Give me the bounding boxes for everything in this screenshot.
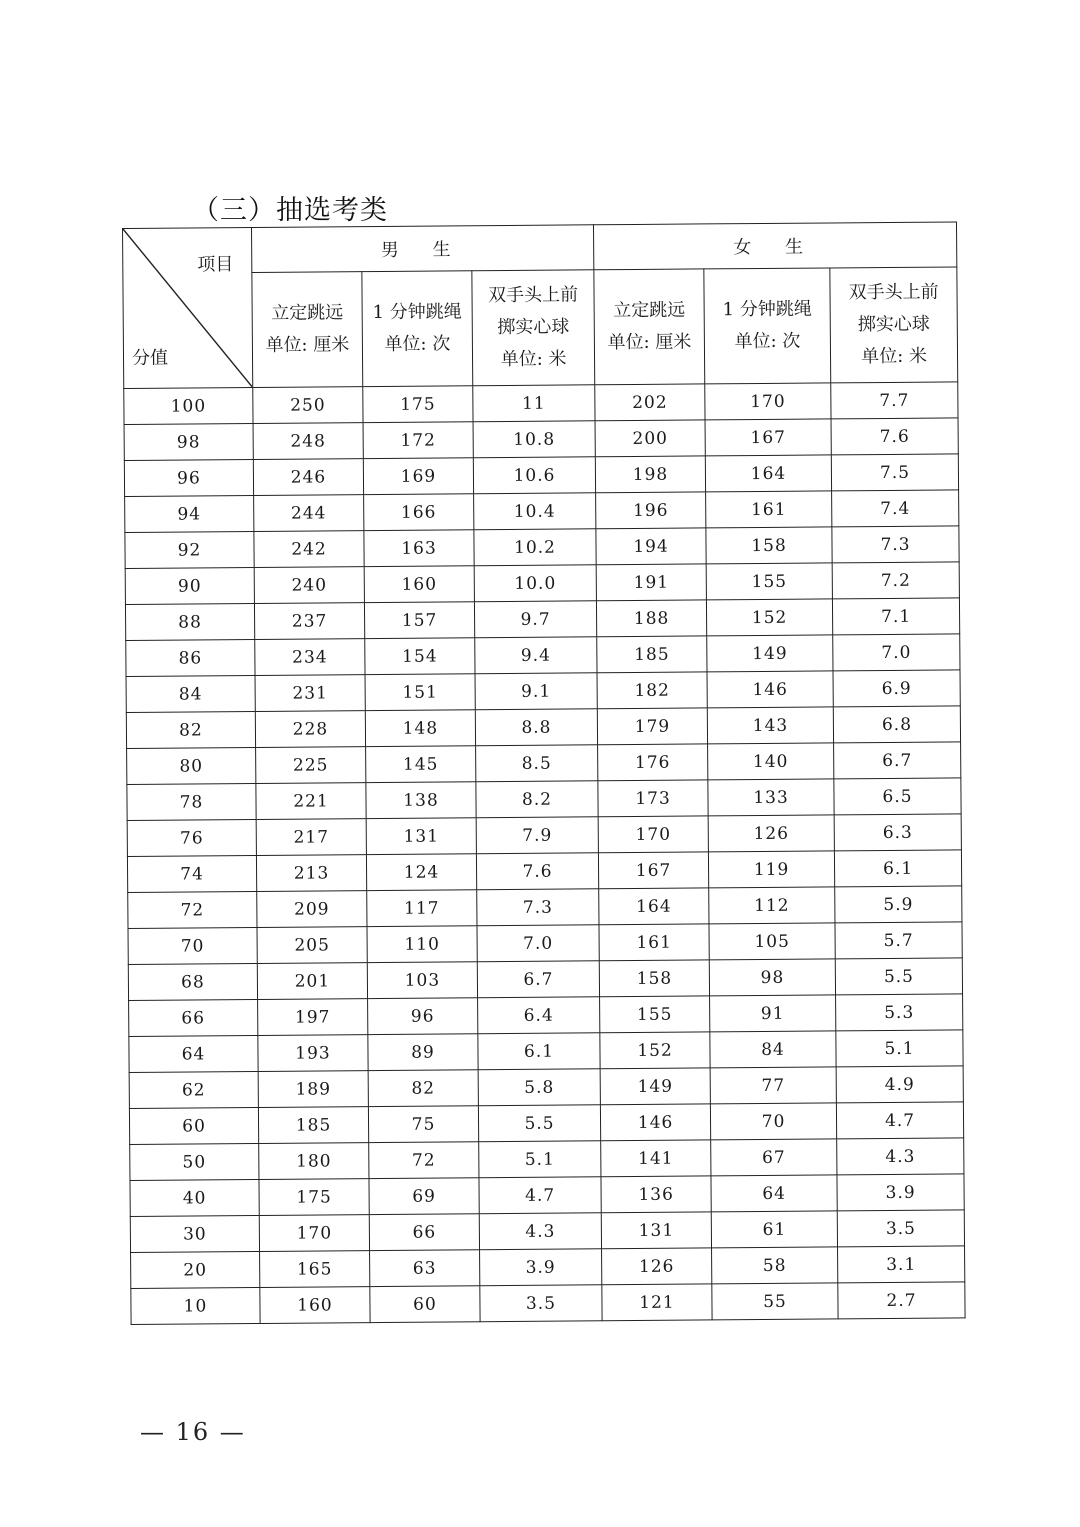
female-standing-long-jump-cell: 188 xyxy=(596,600,706,637)
female-rope-skipping-cell: 143 xyxy=(707,707,833,744)
female-rope-skipping-cell: 167 xyxy=(705,419,831,456)
male-rope-skipping-cell: 154 xyxy=(365,638,475,675)
female-medicine-ball-cell: 7.5 xyxy=(831,454,958,491)
male-rope-skipping-cell: 60 xyxy=(370,1286,480,1323)
female-rope-skipping-cell: 67 xyxy=(711,1139,837,1176)
column-header-line1: 双手头上前 xyxy=(487,284,579,307)
score-value-cell: 90 xyxy=(125,567,254,604)
female-medicine-ball-cell: 3.9 xyxy=(837,1174,964,1211)
male-rope-skipping-cell: 131 xyxy=(366,818,476,855)
male-medicine-ball-cell: 3.5 xyxy=(480,1285,602,1322)
score-value-cell: 78 xyxy=(127,783,256,820)
female-standing-long-jump-cell: 176 xyxy=(598,744,708,781)
score-table-body xyxy=(124,382,965,1325)
male-standing-long-jump-cell: 244 xyxy=(254,495,364,532)
male-medicine-ball-cell: 7.6 xyxy=(476,853,598,890)
female-rope-skipping-cell: 84 xyxy=(710,1031,836,1068)
score-value-cell: 40 xyxy=(130,1179,259,1216)
male-medicine-ball-cell: 8.2 xyxy=(476,781,598,818)
column-header-line1: 立定跳远 xyxy=(613,299,686,322)
female-medicine-ball-cell: 7.6 xyxy=(831,418,958,455)
male-medicine-ball-cell: 6.1 xyxy=(478,1033,600,1070)
male-medicine-ball-cell: 7.0 xyxy=(477,925,599,962)
male-rope-skipping-cell: 117 xyxy=(367,890,477,927)
male-medicine-ball-cell: 10.6 xyxy=(473,457,595,494)
male-standing-long-jump-cell: 185 xyxy=(258,1107,368,1144)
female-medicine-ball-cell: 6.3 xyxy=(834,814,961,851)
female-standing-long-jump-cell: 196 xyxy=(596,492,706,529)
male-standing-long-jump-cell: 231 xyxy=(255,675,365,712)
column-header-line3: 单位: 米 xyxy=(861,345,928,368)
female-medicine-ball-cell: 7.2 xyxy=(832,562,959,599)
column-header-line3: 单位: 米 xyxy=(500,348,567,371)
male-medicine-ball-cell: 8.5 xyxy=(476,745,598,782)
score-value-cell: 10 xyxy=(131,1287,260,1324)
male-standing-long-jump-cell: 213 xyxy=(256,855,366,892)
male-rope-skipping-cell: 169 xyxy=(363,458,473,495)
male-rope-skipping-cell: 157 xyxy=(364,602,474,639)
female-rope-skipping-cell: 119 xyxy=(708,851,834,888)
score-value-cell: 96 xyxy=(124,459,253,496)
female-standing-long-jump-cell: 198 xyxy=(595,456,705,493)
score-value-cell: 80 xyxy=(127,747,256,784)
female-rope-skipping-cell: 64 xyxy=(711,1175,837,1212)
female-standing-long-jump-cell: 182 xyxy=(597,672,707,709)
female-rope-skipping-cell: 170 xyxy=(705,383,831,420)
score-label: 分值 xyxy=(131,347,169,369)
female-rope-skipping-cell: 149 xyxy=(707,635,833,672)
column-header-line2: 单位: 厘米 xyxy=(265,334,350,356)
male-medicine-ball-cell: 7.3 xyxy=(477,889,599,926)
score-value-cell: 68 xyxy=(128,963,257,1000)
female-rope-skipping-cell: 98 xyxy=(709,959,835,996)
score-value-cell: 76 xyxy=(127,819,256,856)
female-standing-long-jump-cell: 152 xyxy=(600,1032,710,1069)
female-rope-skipping-cell: 164 xyxy=(705,455,831,492)
male-rope-skipping-cell: 69 xyxy=(369,1178,479,1215)
female-medicine-ball-cell: 7.4 xyxy=(832,490,959,527)
score-value-cell: 30 xyxy=(130,1215,259,1252)
female-rope-skipping-cell: 155 xyxy=(706,563,832,600)
female-rope-skipping-cell: 61 xyxy=(711,1211,837,1248)
male-standing-long-jump-cell: 240 xyxy=(254,567,364,604)
column-header-line2: 单位: 厘米 xyxy=(607,331,692,354)
male-standing-long-jump-cell: 221 xyxy=(256,783,366,820)
female-medicine-ball-cell: 5.3 xyxy=(836,994,963,1031)
male-rope-skipping-cell: 151 xyxy=(365,674,475,711)
male-medicine-ball-cell: 11 xyxy=(473,385,595,422)
female-rope-skipping-cell: 140 xyxy=(708,743,834,780)
female-medicine-ball-header xyxy=(830,267,958,383)
female-rope-skipping-cell: 58 xyxy=(712,1247,838,1284)
column-header-line1: 双手头上前 xyxy=(848,281,939,304)
score-value-cell: 86 xyxy=(126,639,255,676)
male-standing-long-jump-cell: 237 xyxy=(254,603,364,640)
male-rope-skipping-cell: 163 xyxy=(364,530,474,567)
male-standing-long-jump-header xyxy=(252,272,363,388)
female-medicine-ball-cell: 7.7 xyxy=(831,382,958,419)
male-medicine-ball-cell: 4.7 xyxy=(479,1177,601,1214)
male-rope-skipping-cell: 145 xyxy=(366,746,476,783)
male-standing-long-jump-cell: 189 xyxy=(258,1071,368,1108)
female-standing-long-jump-header xyxy=(594,269,705,385)
column-header-line1: 1 分钟跳绳 xyxy=(372,301,462,324)
female-medicine-ball-cell: 4.3 xyxy=(837,1138,964,1175)
female-medicine-ball-cell: 4.9 xyxy=(836,1066,963,1103)
score-value-cell: 84 xyxy=(126,675,255,712)
male-medicine-ball-cell: 5.5 xyxy=(478,1105,600,1142)
corner-header-cell xyxy=(123,227,253,388)
score-value-cell: 70 xyxy=(128,927,257,964)
male-medicine-ball-cell: 4.3 xyxy=(479,1213,601,1250)
male-medicine-ball-cell: 10.8 xyxy=(473,421,595,458)
female-standing-long-jump-cell: 173 xyxy=(598,780,708,817)
male-standing-long-jump-cell: 175 xyxy=(259,1179,369,1216)
female-standing-long-jump-cell: 141 xyxy=(601,1140,711,1177)
male-rope-skipping-cell: 89 xyxy=(368,1034,478,1071)
female-rope-skipping-cell: 55 xyxy=(712,1283,838,1320)
male-standing-long-jump-cell: 205 xyxy=(257,927,367,964)
male-standing-long-jump-cell: 246 xyxy=(253,459,363,496)
male-medicine-ball-header xyxy=(472,270,595,386)
male-standing-long-jump-cell: 160 xyxy=(260,1287,370,1324)
male-rope-skipping-cell: 110 xyxy=(367,926,477,963)
male-standing-long-jump-cell: 209 xyxy=(257,891,367,928)
score-value-cell: 60 xyxy=(129,1107,258,1144)
male-rope-skipping-cell: 138 xyxy=(366,782,476,819)
male-rope-skipping-cell: 63 xyxy=(370,1250,480,1287)
male-medicine-ball-cell: 10.4 xyxy=(474,493,596,530)
female-medicine-ball-cell: 3.1 xyxy=(838,1246,965,1283)
female-medicine-ball-cell: 6.7 xyxy=(834,742,961,779)
female-group-header: 女 生 xyxy=(594,222,957,270)
male-medicine-ball-cell: 5.1 xyxy=(479,1141,601,1178)
column-header-line2: 单位: 次 xyxy=(384,333,451,355)
male-medicine-ball-cell: 6.7 xyxy=(477,961,599,998)
table-row xyxy=(131,1282,965,1325)
female-rope-skipping-cell: 133 xyxy=(708,779,834,816)
female-standing-long-jump-cell: 131 xyxy=(601,1212,711,1249)
male-medicine-ball-cell: 9.1 xyxy=(475,673,597,710)
male-group-header: 男 生 xyxy=(251,225,593,273)
male-standing-long-jump-cell: 170 xyxy=(259,1215,369,1252)
male-standing-long-jump-cell: 180 xyxy=(259,1143,369,1180)
male-standing-long-jump-cell: 250 xyxy=(253,387,363,424)
male-medicine-ball-cell: 7.9 xyxy=(476,817,598,854)
male-medicine-ball-cell: 9.7 xyxy=(474,601,596,638)
female-medicine-ball-cell: 6.5 xyxy=(834,778,961,815)
male-rope-skipping-cell: 66 xyxy=(369,1214,479,1251)
male-standing-long-jump-cell: 228 xyxy=(255,711,365,748)
female-standing-long-jump-cell: 164 xyxy=(599,888,709,925)
female-medicine-ball-cell: 7.0 xyxy=(833,634,960,671)
female-standing-long-jump-cell: 146 xyxy=(600,1104,710,1141)
female-standing-long-jump-cell: 194 xyxy=(596,528,706,565)
female-medicine-ball-cell: 7.1 xyxy=(832,598,959,635)
male-rope-skipping-cell: 175 xyxy=(363,386,473,423)
male-rope-skipping-header xyxy=(362,271,473,387)
score-value-cell: 98 xyxy=(124,423,253,460)
male-standing-long-jump-cell: 225 xyxy=(256,747,366,784)
female-medicine-ball-cell: 5.1 xyxy=(836,1030,963,1067)
male-standing-long-jump-cell: 197 xyxy=(258,999,368,1036)
male-standing-long-jump-cell: 217 xyxy=(256,819,366,856)
score-value-cell: 88 xyxy=(125,603,254,640)
score-value-cell: 64 xyxy=(129,1035,258,1072)
male-medicine-ball-cell: 10.0 xyxy=(474,565,596,602)
female-standing-long-jump-cell: 191 xyxy=(596,564,706,601)
female-rope-skipping-header xyxy=(704,268,831,384)
score-value-cell: 100 xyxy=(124,387,253,424)
female-standing-long-jump-cell: 170 xyxy=(598,816,708,853)
female-standing-long-jump-cell: 179 xyxy=(597,708,707,745)
page-number: — 16 — xyxy=(140,1418,246,1446)
column-header-line1: 立定跳远 xyxy=(271,302,344,324)
female-medicine-ball-cell: 7.3 xyxy=(832,526,959,563)
male-standing-long-jump-cell: 165 xyxy=(260,1251,370,1288)
female-medicine-ball-cell: 4.7 xyxy=(836,1102,963,1139)
female-standing-long-jump-cell: 202 xyxy=(595,384,705,421)
female-rope-skipping-cell: 161 xyxy=(706,491,832,528)
female-rope-skipping-cell: 77 xyxy=(710,1067,836,1104)
female-medicine-ball-cell: 5.9 xyxy=(835,886,962,923)
score-value-cell: 72 xyxy=(128,891,257,928)
male-standing-long-jump-cell: 193 xyxy=(258,1035,368,1072)
male-rope-skipping-cell: 75 xyxy=(368,1106,478,1143)
column-header-line2: 单位: 次 xyxy=(734,330,801,353)
female-rope-skipping-cell: 70 xyxy=(710,1103,836,1140)
female-medicine-ball-cell: 6.1 xyxy=(834,850,961,887)
male-rope-skipping-cell: 160 xyxy=(364,566,474,603)
male-rope-skipping-cell: 124 xyxy=(366,854,476,891)
male-rope-skipping-cell: 72 xyxy=(369,1142,479,1179)
column-header-line1: 1 分钟跳绳 xyxy=(722,298,812,321)
male-rope-skipping-cell: 103 xyxy=(367,962,477,999)
male-rope-skipping-cell: 82 xyxy=(368,1070,478,1107)
item-label: 项目 xyxy=(197,254,234,276)
male-rope-skipping-cell: 148 xyxy=(365,710,475,747)
female-rope-skipping-cell: 146 xyxy=(707,671,833,708)
male-standing-long-jump-cell: 248 xyxy=(253,423,363,460)
score-value-cell: 94 xyxy=(125,495,254,532)
female-standing-long-jump-cell: 136 xyxy=(601,1176,711,1213)
female-standing-long-jump-cell: 121 xyxy=(602,1284,712,1321)
female-standing-long-jump-cell: 126 xyxy=(602,1248,712,1285)
female-rope-skipping-cell: 158 xyxy=(706,527,832,564)
female-medicine-ball-cell: 6.9 xyxy=(833,670,960,707)
male-medicine-ball-cell: 3.9 xyxy=(480,1249,602,1286)
male-medicine-ball-cell: 10.2 xyxy=(474,529,596,566)
female-medicine-ball-cell: 5.7 xyxy=(835,922,962,959)
male-medicine-ball-cell: 8.8 xyxy=(475,709,597,746)
female-rope-skipping-cell: 105 xyxy=(709,923,835,960)
male-medicine-ball-cell: 5.8 xyxy=(478,1069,600,1106)
male-standing-long-jump-cell: 234 xyxy=(255,639,365,676)
female-standing-long-jump-cell: 149 xyxy=(600,1068,710,1105)
female-rope-skipping-cell: 126 xyxy=(708,815,834,852)
score-value-cell: 82 xyxy=(126,711,255,748)
male-standing-long-jump-cell: 201 xyxy=(257,963,367,1000)
female-medicine-ball-cell: 2.7 xyxy=(838,1282,965,1319)
score-value-cell: 66 xyxy=(129,999,258,1036)
score-value-cell: 92 xyxy=(125,531,254,568)
column-header-line2: 掷实心球 xyxy=(497,316,570,339)
male-rope-skipping-cell: 172 xyxy=(363,422,473,459)
score-value-cell: 62 xyxy=(129,1071,258,1108)
male-rope-skipping-cell: 166 xyxy=(364,494,474,531)
score-value-cell: 20 xyxy=(131,1251,260,1288)
female-standing-long-jump-cell: 161 xyxy=(599,924,709,961)
score-value-cell: 74 xyxy=(127,855,256,892)
female-medicine-ball-cell: 5.5 xyxy=(835,958,962,995)
male-standing-long-jump-cell: 242 xyxy=(254,531,364,568)
male-medicine-ball-cell: 6.4 xyxy=(478,997,600,1034)
female-standing-long-jump-cell: 200 xyxy=(595,420,705,457)
female-standing-long-jump-cell: 158 xyxy=(599,960,709,997)
female-rope-skipping-cell: 152 xyxy=(706,599,832,636)
female-rope-skipping-cell: 91 xyxy=(710,995,836,1032)
female-medicine-ball-cell: 6.8 xyxy=(833,706,960,743)
female-standing-long-jump-cell: 155 xyxy=(600,996,710,1033)
section-title: （三）抽选考类 xyxy=(192,195,388,226)
female-medicine-ball-cell: 3.5 xyxy=(837,1210,964,1247)
column-header-line2: 掷实心球 xyxy=(857,313,930,336)
female-standing-long-jump-cell: 167 xyxy=(598,852,708,889)
female-standing-long-jump-cell: 185 xyxy=(597,636,707,673)
male-rope-skipping-cell: 96 xyxy=(368,998,478,1035)
male-medicine-ball-cell: 9.4 xyxy=(475,637,597,674)
female-rope-skipping-cell: 112 xyxy=(709,887,835,924)
score-table xyxy=(122,221,966,1325)
score-value-cell: 50 xyxy=(130,1143,259,1180)
